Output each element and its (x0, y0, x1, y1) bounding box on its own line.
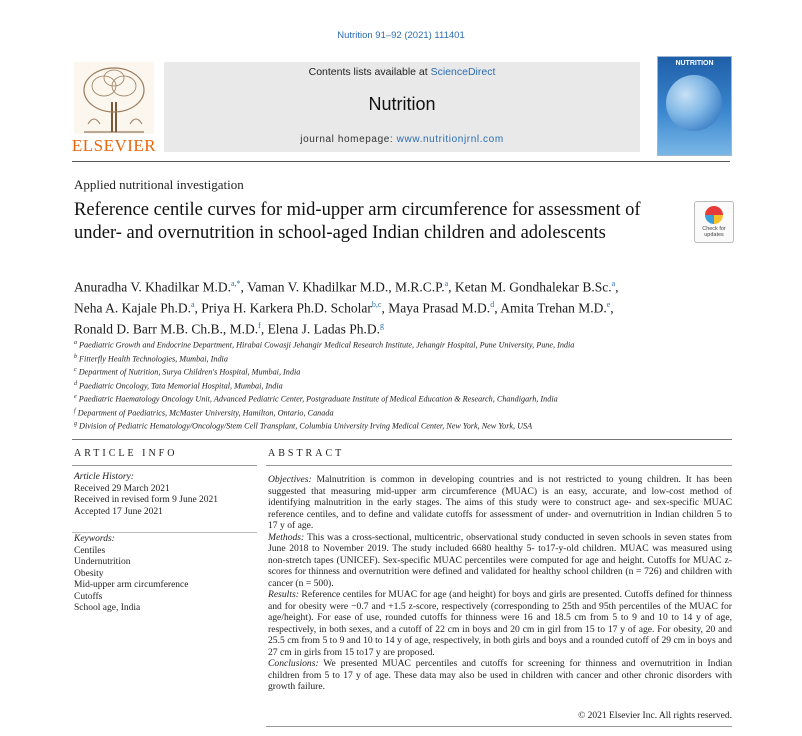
author-affiliation-mark[interactable]: a,* (230, 279, 241, 288)
journal-citation[interactable]: Nutrition 91–92 (2021) 111401 (337, 30, 465, 41)
sciencedirect-link[interactable]: ScienceDirect (430, 66, 496, 78)
author-affiliation-mark[interactable]: b,c (371, 300, 382, 309)
abstract-body (268, 474, 732, 693)
article-history (74, 472, 218, 518)
author-affiliation-mark[interactable]: g (380, 321, 385, 330)
author-name[interactable]: Elena J. Ladas Ph.D. (267, 321, 381, 337)
author-affiliation-mark[interactable]: a (444, 279, 449, 288)
keyword-item: Obesity (74, 568, 104, 579)
author-name[interactable]: Neha A. Kajale Ph.D. (74, 300, 191, 316)
elsevier-logo[interactable] (70, 62, 158, 158)
contents-availability (164, 66, 640, 78)
journal-cover-thumbnail[interactable] (657, 56, 732, 156)
history-label: Article History: (74, 472, 134, 482)
affiliation-item (74, 379, 734, 393)
article-info-heading: ARTICLE INFO (74, 448, 178, 459)
keywords-rule (72, 532, 257, 533)
copyright-notice: © 2021 Elsevier Inc. All rights reserved. (578, 711, 732, 721)
history-item: Accepted 17 June 2021 (74, 506, 163, 517)
journal-title: Nutrition (368, 94, 436, 114)
keyword-item: Cutoffs (74, 591, 103, 602)
author-name[interactable]: Maya Prasad M.D. (388, 300, 491, 316)
author-name[interactable]: Amita Trehan M.D. (500, 300, 607, 316)
article-title: Reference centile curves for mid-upper arm circumference for assessment of under- and overnutrition in school-aged Indian children and adolescents (74, 200, 641, 243)
author-separator: , (494, 300, 501, 316)
affiliation-key: b (74, 353, 77, 360)
affiliation-text: Department of Paediatrics, McMaster University, Hamilton, Ontario, Canada (77, 408, 334, 418)
elsevier-wordmark: ELSEVIER (71, 136, 157, 155)
affiliation-item (74, 365, 734, 379)
affiliation-key: f (74, 407, 76, 414)
affiliation-text: Paediatric Haematology Oncology Unit, Advanced Pediatric Center, Postgraduate Institute of Medical Education & Research, Chandigarh, India (78, 394, 558, 404)
keyword-item: School age, India (74, 603, 141, 613)
methods-text: This was a cross-sectional, multicentric, observational study conducted in seven schools in seven states from June 2018 to November 2019. The study included 6680 healthy 5- to17-y-old children. MUAC was measured using non-stretch tapes (UNICEF). Sex-specific MUAC percentiles were computed for age and height. Cutoffs for MUAC z-scores for thinness and overnutrition were defined and validated for healthy school children (n = 726) and children with cancer (n = 500). (268, 531, 732, 589)
affiliation-item (74, 406, 734, 420)
author-list (74, 275, 714, 338)
affiliation-key: g (74, 421, 77, 428)
author-separator: , (448, 279, 455, 295)
affiliation-text: Paediatric Oncology, Tata Memorial Hospital, Mumbai, India (79, 381, 283, 391)
affiliation-item (74, 352, 734, 366)
affiliation-item (74, 419, 734, 433)
author-separator: , (381, 300, 389, 316)
abstract-objectives (268, 474, 732, 532)
abstract-bottom-rule (266, 726, 732, 727)
author-affiliation-mark[interactable]: a (611, 279, 616, 288)
objectives-label: Objectives: (268, 474, 312, 485)
keyword-item: Mid-upper arm circumference (74, 580, 189, 590)
homepage-link[interactable]: www.nutritionjrnl.com (396, 134, 504, 145)
author-affiliation-mark[interactable]: f (258, 321, 261, 330)
abstract-conclusions (268, 658, 732, 693)
author-affiliation-mark[interactable]: a (190, 300, 195, 309)
check-for-updates-button[interactable] (694, 201, 734, 243)
keywords-label: Keywords: (74, 534, 115, 544)
elsevier-tree-icon (74, 62, 154, 134)
affiliation-key: e (74, 394, 77, 401)
author-separator: , (260, 321, 268, 337)
affiliation-text: Fitterfly Health Technologies, Mumbai, India (79, 354, 228, 364)
homepage-prefix: journal homepage: (300, 134, 397, 145)
objectives-text: Malnutrition is common in developing countries and is not restricted to young children. It has been suggested that measuring mid-upper arm circumference (MUAC) is an easy, accurate, and low-cost method of identifying malnutrition in the early stages. The aims of this study were to construct age- and sex-specific MUAC reference centiles, and to define and validate cutoffs for assessment of under- and overnutrition in Indian children 5 to 17 y of age. (268, 474, 732, 531)
article-section-label: Applied nutritional investigation (74, 177, 244, 192)
affiliation-key: d (74, 380, 77, 387)
author-name[interactable]: Ketan M. Gondhalekar B.Sc. (454, 279, 612, 295)
author-name[interactable]: Anuradha V. Khadilkar M.D. (74, 279, 231, 295)
history-item: Received in revised form 9 June 2021 (74, 495, 219, 506)
affiliation-text: Division of Pediatric Hematology/Oncology/Stem Cell Transplant, Columbia University Irving Medical Center, New York, New York, USA (79, 421, 533, 431)
keywords-list (74, 534, 188, 615)
author-separator: , (615, 279, 619, 295)
abstract-heading: ABSTRACT (268, 448, 345, 459)
crossmark-label-line1: Check for (702, 226, 726, 232)
cover-globe-image (666, 75, 722, 131)
journal-homepage (164, 134, 640, 145)
journal-banner (164, 62, 640, 152)
crossmark-icon (705, 206, 723, 224)
author-separator: , (194, 300, 202, 316)
affiliation-item (74, 338, 734, 352)
affiliation-key: c (74, 367, 77, 374)
conclusions-text: We presented MUAC percentiles and cutoffs for screening for thinness and overnutrition in Indian children from 5 to 17 y of age. These data may also be used in children with cancer and other chronic disorders with growth failure. (268, 658, 732, 692)
author-affiliation-mark[interactable]: d (490, 300, 495, 309)
article-info-rule (72, 465, 257, 466)
affiliation-text: Paediatric Growth and Endocrine Department, Hirabai Cowasji Jehangir Medical Research Institute, Jehangir Hospital, Pune University, Pune, India (79, 340, 575, 350)
cover-title: NUTRITION (675, 60, 714, 67)
header-divider (72, 161, 730, 162)
abstract-results (268, 589, 732, 658)
results-label: Results: (268, 589, 299, 600)
keyword-item: Undernutrition (74, 557, 131, 567)
author-name[interactable]: Ronald D. Barr M.B. Ch.B., M.D. (74, 321, 259, 337)
author-separator: , (610, 300, 614, 316)
author-name[interactable]: Vaman V. Khadilkar M.D., M.R.C.P. (247, 279, 445, 295)
abstract-methods (268, 532, 732, 590)
affiliation-item (74, 392, 734, 406)
crossmark-label (695, 226, 733, 238)
history-item: Received 29 March 2021 (74, 483, 170, 494)
affiliation-text: Department of Nutrition, Surya Children's Hospital, Mumbai, India (78, 367, 301, 377)
author-separator: , (240, 279, 248, 295)
results-text: Reference centiles for MUAC for age (and height) for boys and girls are presented. Cutoffs defined for thinness and for obesity were −0.7 and +1.5 z-score, respectively (corresponding to 25th and 95th percentiles of the MUAC for age/height). For ease of use, rounded cutoffs for thinness were 16 and 18.5 cm from 5 to 9 and 10 to 14 y of age, respectively, in both sexes, and a cutoff of 22 cm in boys and 20 cm in girl from 15 to 17 y of age. For obesity, 20 and 25.5 cm from 5 to 9 and 10 to 14 y of age, respectively, in both girls and boys and a rounded cutoff of 29 cm in boys and 27 cm in girls from 15 to17 y are proposed. (268, 589, 732, 658)
author-affiliation-mark[interactable]: e (606, 300, 611, 309)
abstract-rule (266, 465, 732, 466)
affiliation-list (74, 338, 734, 433)
section-divider (72, 439, 732, 440)
affiliation-key: a (74, 340, 77, 346)
conclusions-label: Conclusions: (268, 658, 319, 669)
contents-prefix: Contents lists available at (308, 66, 431, 78)
keyword-item: Centiles (74, 545, 106, 556)
methods-label: Methods: (268, 531, 305, 543)
author-name[interactable]: Priya H. Karkera Ph.D. Scholar (201, 300, 372, 316)
crossmark-label-line2: updates (704, 232, 724, 238)
